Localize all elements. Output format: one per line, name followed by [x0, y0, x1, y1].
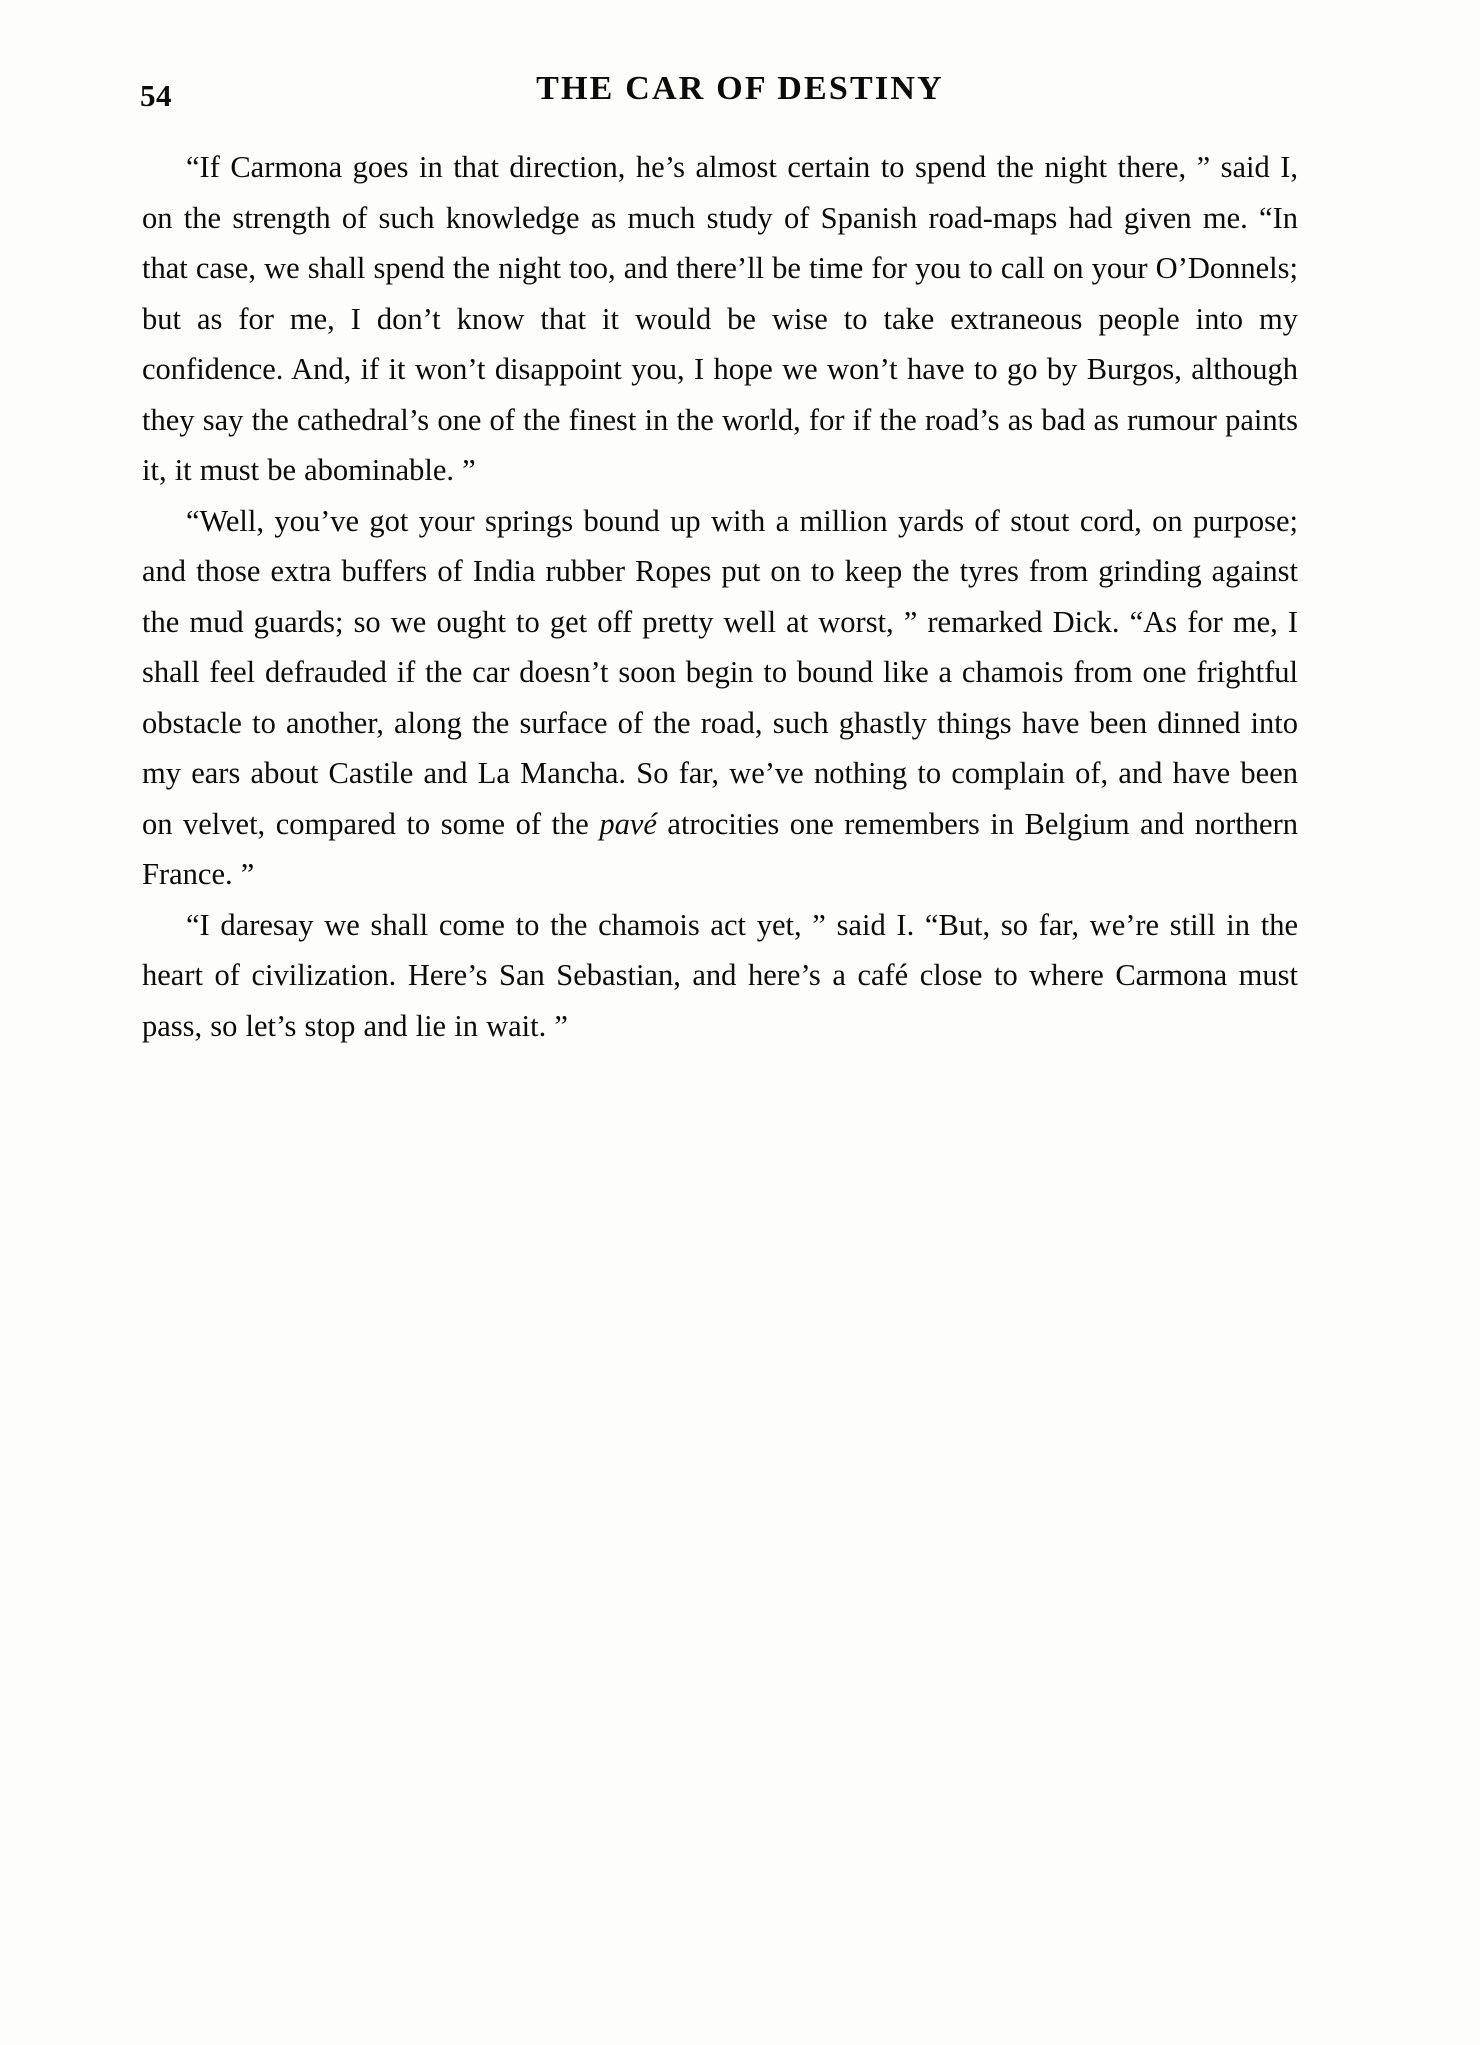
page-header: [140, 70, 1340, 116]
paragraph-3: “I daresay we shall come to the chamois act yet, ” said I. “But, so far, we’re still in the heart of civilization. Here’s San Sebastian, and here’s a café close to where Carmona must pass, so let’s stop and lie in wait. ”: [142, 907, 1298, 1043]
running-title: THE CAR OF DESTINY: [536, 70, 944, 107]
paragraph-2-part-1: “Well, you’ve got your springs bound up with a million yards of stout cord, on purpose; and those extra buffers of India rubber Ropes put on to keep the tyres from grinding against the mud guards; so we ought to get off pretty well at worst, ” remarked Dick. “As for me, I shall feel defrauded if the car doesn’t soon begin to bound like a chamois from one frightful obstacle to another, along the surface of the road, such ghastly things have been dinned into my ears about Castile and La Mancha. So far, we’ve nothing to complain of, and have been on velvet, compared to some of the: [142, 503, 1298, 841]
paragraph-2-part-2: atrocities one remembers in Belgium and northern France. ”: [142, 806, 1298, 891]
paragraph-1: “If Carmona goes in that direction, he’s almost certain to spend the night there, ” said I, on the strength of such knowledge as much study of Spanish road-maps had given me. “In that case, we shall spend the night too, and there’ll be time for you to call on your O’Donnels; but as for me, I don’t know that it would be wise to take extraneous people into my confidence. And, if it won’t disappoint you, I hope we won’t have to go by Burgos, although they say the cathedral’s one of the finest in the world, for if the road’s as bad as rumour paints it, it must be abominable. ”: [142, 150, 1298, 487]
page-number: 54: [140, 78, 172, 113]
paragraph-2: [142, 496, 1298, 900]
paragraph-2-italic-term: pavé: [599, 806, 657, 841]
body-text: [142, 142, 1298, 1051]
